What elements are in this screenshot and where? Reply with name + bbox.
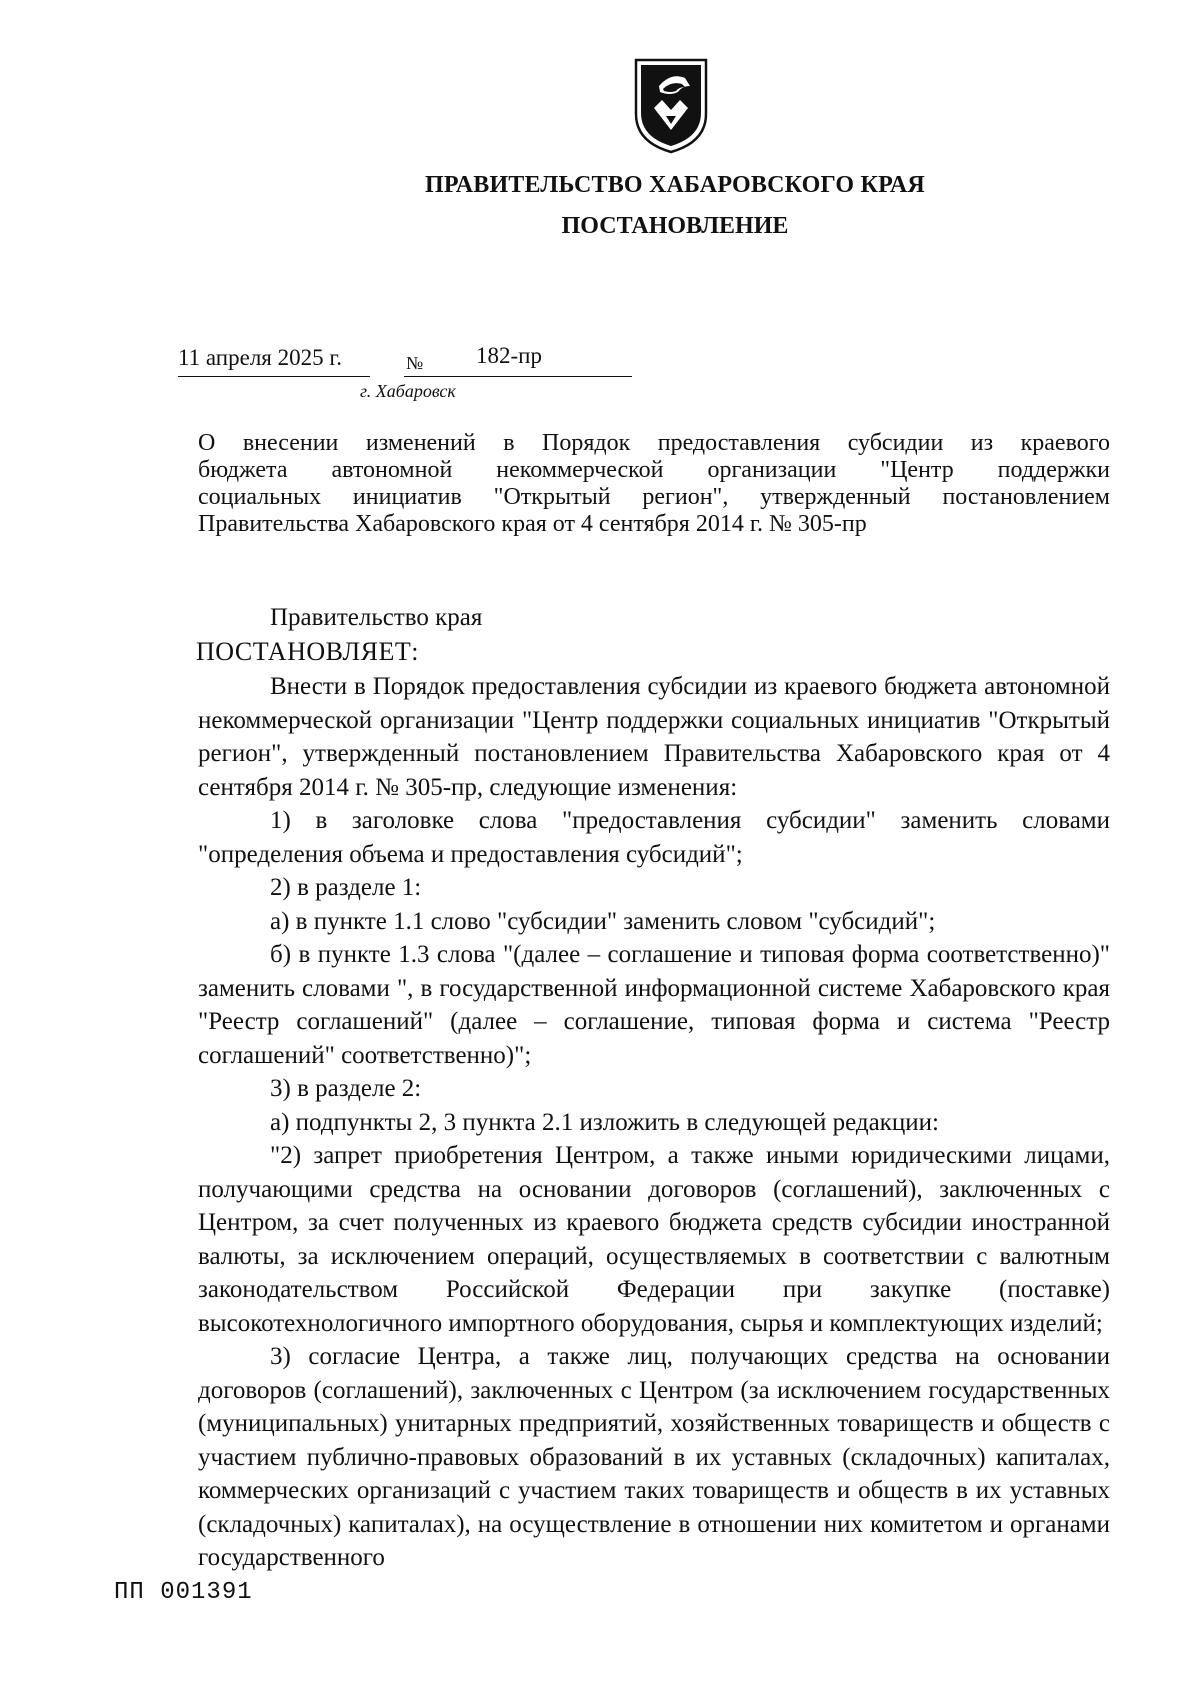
body-paragraph: 1) в заголовке слова "предоставления субсидии" заменить словами "определения объема и предоставления субсидий"; [198,807,1110,868]
number-underline [404,376,632,377]
body-paragraph: 3) в разделе 2: [270,1075,422,1102]
body-paragraph: 2) в разделе 1: [270,874,422,901]
coat-of-arms-icon [630,56,712,154]
document-number: 182-пр [476,343,542,368]
subject-line: бюджета автономной некоммерческой организации "Центр поддержки [198,457,1110,483]
document-subject [198,430,1110,538]
body-paragraph: "2) запрет приобретения Центром, а также иными юридическими лицами, получающими средства на основании договоров (соглашений), заключенных с Центром, за счет полученных из краевого бюджета средств субсидии иностранной валюты, за исключением операций, осуществляемых в соответствии с валютным законодательством Российской Федерации при закупке (поставке) высокотехнологичного импортного оборудования, сырья и комплектующих изделий; [198,1142,1110,1337]
body-paragraph: Внести в Порядок предоставления субсидии из краевого бюджета автономной некоммерческой организации "Центр поддержки социальных инициатив "Открытый регион", утвержденный постановлением Правительства Хабаровского края от 4 сентября 2014 г. № 305-пр, следующие изменения: [198,673,1110,801]
document-body [198,670,1110,1575]
subject-line: социальных инициатив "Открытый регион", утвержденный постановлением [198,484,1110,510]
subject-line: О внесении изменений в Порядок предоставления субсидии из краевого [198,430,1110,456]
date-underline [178,376,370,377]
organization-title: ПРАВИТЕЛЬСТВО ХАБАРОВСКОГО КРАЯ [425,172,925,198]
document-date: 11 апреля 2025 г. [178,345,342,370]
city-label: г. Хабаровск [360,381,456,401]
body-paragraph: 3) согласие Центра, а также лиц, получающих средства на основании договоров (соглашений), заключенных с Центром (за исключением государственных (муниципальных) унитарных предприятий, хозяйственных товариществ и обществ с участием публично-правовых образований в их уставных (складочных) капиталах, коммерческих организаций с участием таких товариществ и обществ в их уставных (складочных) капиталах), на осуществление в отношении них комитетом и органами государственного [198,1343,1110,1571]
document-type-heading: ПОСТАНОВЛЕНИЕ [561,213,789,239]
footer-code: ПП 001391 [114,1579,253,1606]
number-sign: № [406,353,424,373]
body-paragraph: а) в пункте 1.1 слово "субсидии" заменить словом "субсидий"; [270,907,936,935]
decrees-label: ПОСТАНОВЛЯЕТ: [196,637,419,666]
government-label: Правительство края [270,604,483,631]
body-paragraph: а) подпункты 2, 3 пункта 2.1 изложить в следующей редакции: [270,1108,939,1136]
subject-line: Правительства Хабаровского края от 4 сентября 2014 г. № 305-пр [198,511,867,537]
body-paragraph: б) в пункте 1.3 слова "(далее – соглашение и типовая форма соответственно)" заменить словами ", в государственной информационной системе Хабаровского края "Реестр соглашений" (далее – соглашение, типовая форма и система "Реестр соглашений" соответственно)"; [198,941,1110,1069]
